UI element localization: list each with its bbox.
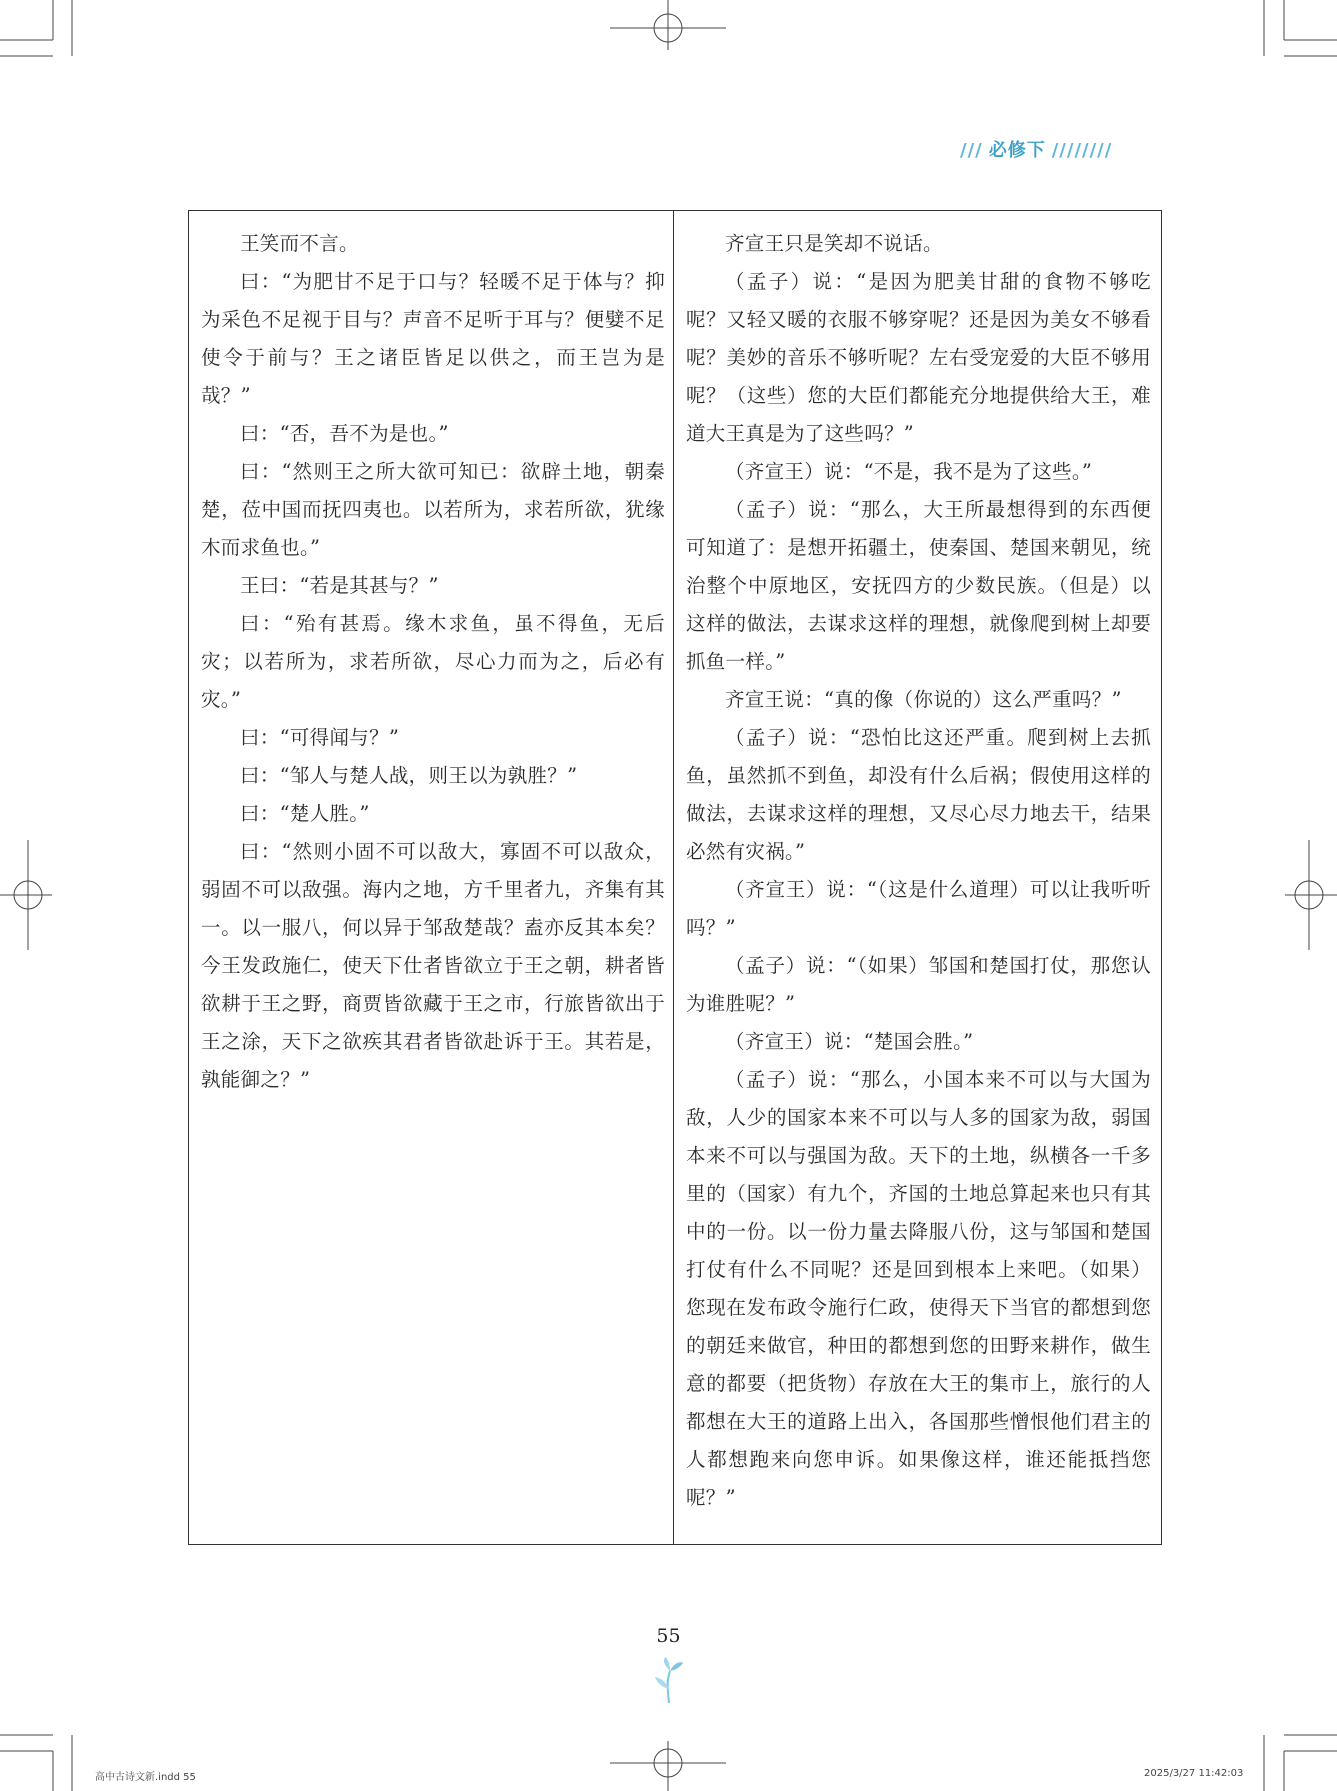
book-section-header <box>960 136 1112 162</box>
flower-ornament-icon <box>652 1655 686 1705</box>
original-paragraph: 曰：“为肥甘不足于口与？轻暖不足于体与？抑为采色不足视于目与？声音不足听于耳与？便嬖不足使令于前与？王之诸臣皆足以供之，而王岂为是哉？” <box>201 270 665 407</box>
print-timestamp: 2025/3/27 11:42:03 <box>1144 1768 1244 1779</box>
header-title: 必修下 <box>988 140 1046 161</box>
translation-column <box>674 211 1161 1544</box>
original-paragraph: 曰：“殆有甚焉。缘木求鱼，虽不得鱼，无后灾；以若所为，求若所欲，尽心力而为之，后必有灾。” <box>201 612 665 711</box>
translation-paragraph: （孟子）说：“（如果）邹国和楚国打仗，那您认为谁胜呢？” <box>686 954 1151 1015</box>
original-text-column <box>189 211 674 1544</box>
translation-paragraph: （孟子）说：“那么，大王所最想得到的东西便可知道了：是想开拓疆土，使秦国、楚国来朝见，统治整个中原地区，安抚四方的少数民族。（但是）以这样的做法，去谋求这样的理想，就像爬到树上却要抓鱼一样。” <box>686 498 1151 673</box>
original-paragraph: 曰：“楚人胜。” <box>240 802 370 825</box>
translation-paragraph: （齐宣王）说：“不是，我不是为了这些。” <box>725 460 1093 483</box>
original-paragraph: 曰：“可得闻与？” <box>240 726 400 749</box>
translation-paragraph: 齐宣王只是笑却不说话。 <box>725 232 943 255</box>
original-paragraph: 曰：“否，吾不为是也。” <box>240 422 449 445</box>
page-number: 55 <box>656 1625 681 1647</box>
header-slashes-right: //////// <box>1051 140 1113 161</box>
file-slug: 高中古诗文新.indd 55 <box>95 1772 196 1783</box>
original-paragraph: 曰：“然则小固不可以敌大，寡固不可以敌众，弱固不可以敌强。海内之地，方千里者九，齐集有其一。以一服八，何以异于邹敌楚哉？盍亦反其本矣？今王发政施仁，使天下仕者皆欲立于王之朝，耕者皆欲耕于王之野，商贾皆欲藏于王之市，行旅皆欲出于王之涂，天下之欲疾其君者皆欲赴诉于王。其若是，孰能御之？” <box>201 840 665 1091</box>
original-paragraph: 王笑而不言。 <box>240 232 359 255</box>
translation-paragraph: （齐宣王）说：“（这是什么道理）可以让我听听吗？” <box>686 878 1151 939</box>
translation-paragraph: （孟子）说：“是因为肥美甘甜的食物不够吃呢？又轻又暖的衣服不够穿呢？还是因为美女不够看呢？美妙的音乐不够听呢？左右受宠爱的大臣不够用呢？（这些）您的大臣们都能充分地提供给大王，难道大王真是为了这些吗？” <box>686 270 1151 445</box>
original-paragraph: 王曰：“若是其甚与？” <box>240 574 439 597</box>
translation-paragraph: （齐宣王）说：“楚国会胜。” <box>725 1030 974 1053</box>
translation-paragraph: （孟子）说：“那么，小国本来不可以与大国为敌，人少的国家本来不可以与人多的国家为敌，弱国本来不可以与强国为敌。天下的土地，纵横各一千多里的（国家）有九个，齐国的土地总算起来也只有其中的一份。以一份力量去降服八份，这与邹国和楚国打仗有什么不同呢？还是回到根本上来吧。（如果）您现在发布政令施行仁政，使得天下当官的都想到您的朝廷来做官，种田的都想到您的田野来耕作，做生意的都要（把货物）存放在大王的集市上，旅行的人都想在大王的道路上出入，各国那些憎恨他们君主的人都想跑来向您申诉。如果像这样，谁还能抵挡您呢？” <box>686 1068 1151 1509</box>
translation-table <box>188 210 1162 1545</box>
translation-paragraph: 齐宣王说：“真的像（你说的）这么严重吗？” <box>725 688 1122 711</box>
translation-paragraph: （孟子）说：“恐怕比这还严重。爬到树上去抓鱼，虽然抓不到鱼，却没有什么后祸；假使用这样的做法，去谋求这样的理想，又尽心尽力地去干，结果必然有灾祸。” <box>686 726 1151 863</box>
original-paragraph: 曰：“邹人与楚人战，则王以为孰胜？” <box>240 764 578 787</box>
original-paragraph: 曰：“然则王之所大欲可知已：欲辟土地，朝秦楚，莅中国而抚四夷也。以若所为，求若所欲，犹缘木而求鱼也。” <box>201 460 665 559</box>
header-slashes-left: /// <box>960 140 983 161</box>
